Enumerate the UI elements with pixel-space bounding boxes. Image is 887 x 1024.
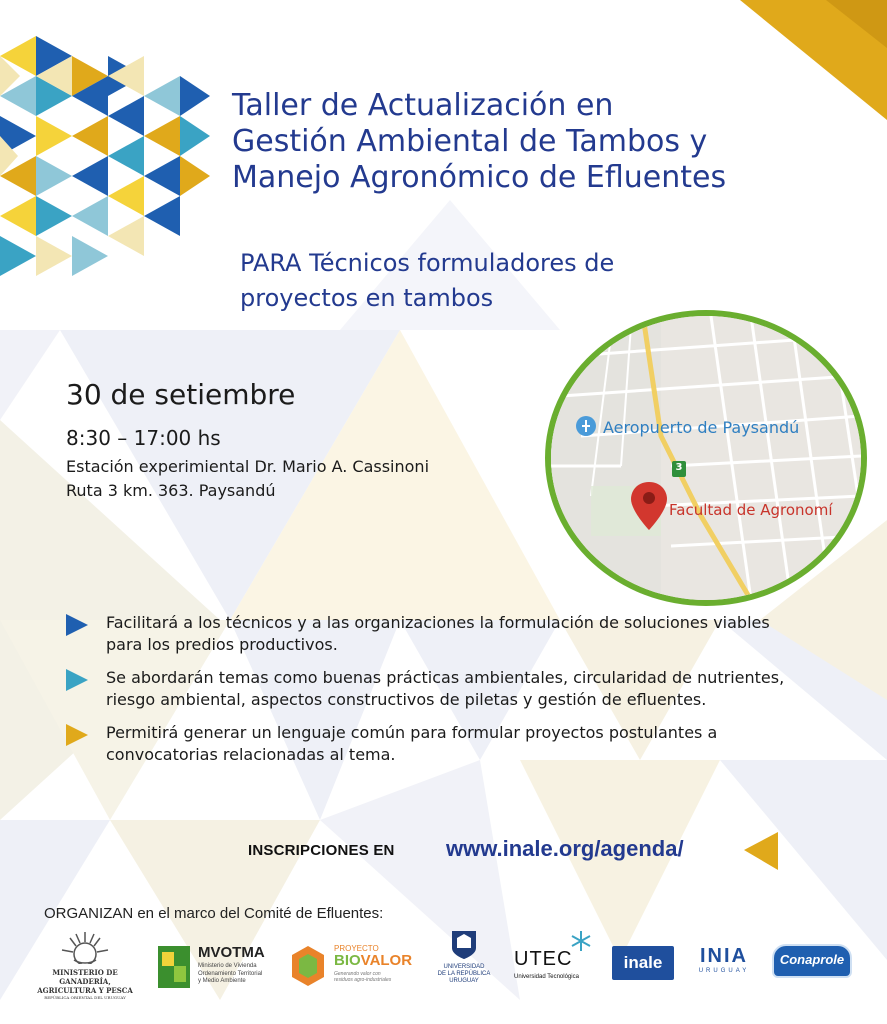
title-line-2: Gestión Ambiental de Tambos y	[232, 124, 708, 159]
biovalor-name	[334, 952, 412, 969]
mvotma-logo	[158, 944, 278, 990]
airport-label: Aeropuerto de Paysandú	[603, 418, 800, 437]
bullet-text: Facilitará a los técnicos y a las organizaciones la formulación de soluciones viables para los predios productivos.	[106, 613, 770, 654]
title-line-3: Manejo Agronómico de Efluentes	[232, 160, 727, 195]
biovalor-valor: VALOR	[360, 952, 413, 969]
biovalor-hexagon-icon	[290, 946, 326, 986]
registration-link[interactable]: www.inale.org/agenda/	[446, 836, 684, 861]
triangle-bullet-icon	[66, 724, 88, 746]
inia-name: INIA	[700, 945, 748, 967]
mgap-logo	[30, 930, 140, 1000]
organizers-label: ORGANIZAN en el marco del Comité de Efluentes:	[44, 905, 384, 922]
mvotma-sub-3: y Medio Ambiente	[198, 978, 246, 984]
biovalor-sub-2: residuos agro-industriales	[334, 977, 392, 983]
udelar-line-3: URUGUAY	[449, 978, 479, 984]
event-date: 30 de setiembre	[66, 378, 296, 411]
registration-label: INSCRIPCIONES EN	[248, 842, 395, 859]
mvotma-name: MVOTMA	[198, 944, 265, 961]
mgap-line-1: MINISTERIO DE GANADERÍA,	[52, 968, 118, 986]
mvotma-subtitle	[198, 963, 262, 986]
conaprole-name: Conaprole	[779, 952, 845, 967]
udelar-logo	[432, 930, 496, 996]
utec-name: UTEC	[514, 948, 573, 970]
target-audience	[240, 246, 760, 316]
mvotma-emblem-icon	[158, 946, 190, 988]
snowflake-icon	[570, 930, 592, 952]
inia-logo	[694, 944, 754, 980]
pin-label: Facultad de Agronomí	[669, 501, 833, 519]
sun-emblem-icon	[30, 930, 140, 964]
biovalor-bio: BIO	[334, 952, 361, 969]
utec-subtitle: Universidad Tecnológica	[514, 974, 579, 980]
list-item	[66, 667, 806, 711]
udelar-line-2: DE LA REPÚBLICA	[437, 971, 491, 977]
conaprole-logo	[772, 944, 852, 978]
location-line-2: Ruta 3 km. 363. Paysandú	[66, 481, 276, 500]
mgap-line-2: AGRICULTURA Y PESCA	[37, 986, 133, 995]
map-streets	[551, 316, 861, 600]
university-shield-icon	[451, 930, 477, 960]
subtitle-line-1: PARA Técnicos formuladores de	[240, 249, 615, 277]
biovalor-logo	[290, 944, 430, 990]
biovalor-top: PROYECTO	[334, 944, 379, 953]
description-list	[66, 612, 806, 777]
event-location	[66, 455, 429, 503]
bullet-text: Se abordarán temas como buenas prácticas ambientales, circularidad de nutrientes, riesgo ambiental, aspectos constructivos de piletas y gestión de efluentes.	[106, 668, 785, 709]
udelar-line-1: UNIVERSIDAD	[443, 964, 485, 970]
mgap-line-3: REPÚBLICA ORIENTAL DEL URUGUAY	[44, 995, 126, 1000]
inia-subtitle: URUGUAY	[698, 968, 750, 974]
location-map[interactable]	[545, 310, 867, 606]
event-time: 8:30 – 17:00 hs	[66, 426, 221, 450]
mvotma-sub-2: Ordenamiento Territorial	[198, 970, 263, 977]
bullet-text: Permitirá generar un lenguaje común para formular proyectos postulantes a convocatorias relacionadas al tema.	[106, 723, 718, 764]
event-title	[232, 88, 832, 196]
subtitle-line-2: proyectos en tambos	[240, 284, 494, 312]
utec-logo	[512, 930, 598, 986]
inale-logo	[612, 946, 674, 980]
triangle-bullet-icon	[66, 669, 88, 691]
location-line-1: Estación experimiental Dr. Mario A. Cassinoni	[66, 457, 430, 476]
mvotma-sub-1: Ministerio de Vivienda	[198, 963, 257, 969]
biovalor-sub-1: Generando valor con	[334, 971, 381, 977]
biovalor-tagline	[334, 971, 391, 983]
list-item	[66, 722, 806, 766]
triangle-bullet-icon	[66, 614, 88, 636]
title-line-1: Taller de Actualización en	[232, 88, 614, 123]
list-item	[66, 612, 806, 656]
inale-name: inale	[623, 953, 663, 972]
route-shield: 3	[675, 462, 683, 473]
